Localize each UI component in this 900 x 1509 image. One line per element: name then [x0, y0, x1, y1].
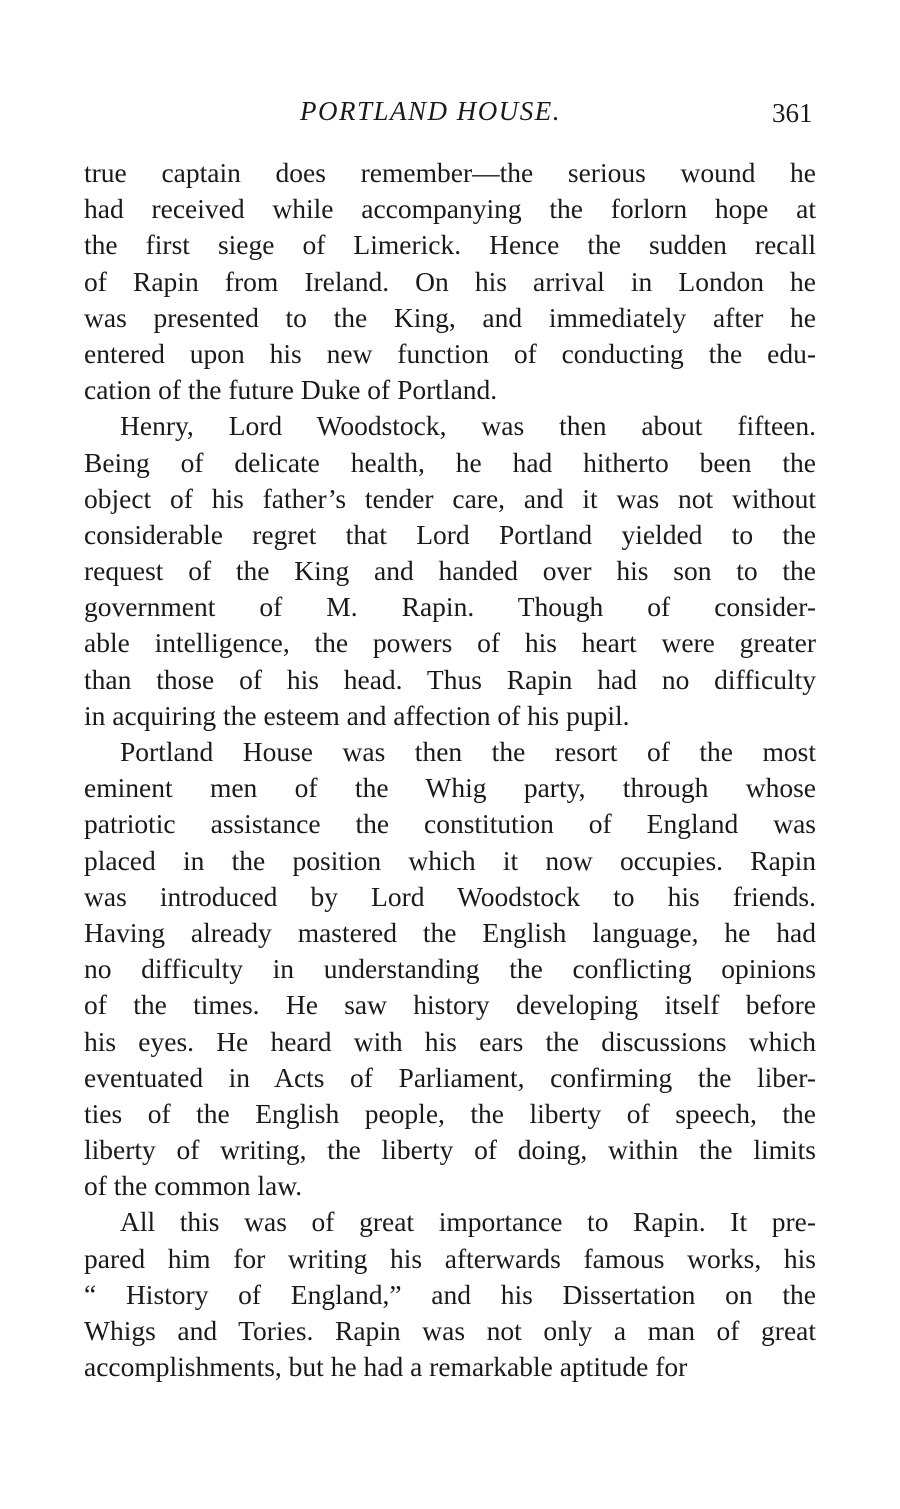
text-line: pared him for writing his afterwards famous works, his: [84, 1242, 816, 1274]
text-line: request of the King and handed over his son to the: [84, 555, 816, 587]
text-line: patriotic assistance the constitution of England was: [84, 808, 816, 840]
text-line: in acquiring the esteem and affection of his pupil.: [84, 699, 630, 731]
text-line: Henry, Lord Woodstock, was then about fifteen.: [120, 410, 816, 442]
text-line: Whigs and Tories. Rapin was not only a man of great: [84, 1315, 816, 1346]
text-line: “ History of England,” and his Dissertation on the: [84, 1278, 816, 1310]
paragraph: [84, 734, 816, 1204]
text-line: placed in the position which it now occupies. Rapin: [84, 844, 816, 876]
text-line: than those of his head. Thus Rapin had no difficulty: [84, 663, 816, 695]
text-line: Being of delicate health, he had hitherto been the: [84, 446, 816, 478]
text-line: cation of the future Duke of Portland.: [84, 374, 498, 406]
text-line: ties of the English people, the liberty of speech, the: [84, 1097, 816, 1129]
running-title: PORTLAND HOUSE.: [300, 96, 562, 126]
text-line: All this was of great importance to Rapin. It pre-: [120, 1206, 816, 1238]
text-line: had received while accompanying the forlorn hope at: [84, 193, 816, 225]
text-line: was introduced by Lord Woodstock to his friends.: [84, 880, 816, 912]
text-line: no difficulty in understanding the conflicting opinions: [84, 953, 816, 985]
page-number: 361: [772, 98, 813, 128]
text-line: Portland House was then the resort of the most: [120, 736, 816, 767]
text-line: true captain does remember—the serious wound he: [84, 157, 816, 188]
text-line: entered upon his new function of conducting the edu-: [84, 337, 816, 369]
text-line: Having already mastered the English language, he had: [84, 916, 816, 948]
text-line: considerable regret that Lord Portland yielded to the: [84, 518, 816, 550]
paragraph: [84, 155, 816, 408]
text-line: his eyes. He heard with his ears the discussions which: [84, 1025, 816, 1057]
text-line: of Rapin from Ireland. On his arrival in London he: [84, 265, 816, 297]
text-line: able intelligence, the powers of his heart were greater: [84, 627, 816, 659]
text-line: the first siege of Limerick. Hence the sudden recall: [84, 229, 816, 261]
text-line: object of his father’s tender care, and it was not without: [84, 482, 816, 514]
text-line: eventuated in Acts of Parliament, confirming the liber-: [84, 1061, 816, 1093]
text-line: accomplishments, but he had a remarkable aptitude for: [84, 1351, 688, 1383]
text-line: liberty of writing, the liberty of doing, within the limits: [84, 1134, 816, 1166]
body-text: [84, 155, 816, 1385]
text-line: of the times. He saw history developing itself before: [84, 989, 816, 1021]
text-line: government of M. Rapin. Though of consider-: [84, 591, 816, 623]
running-head: [0, 96, 900, 136]
paragraph: [84, 1204, 816, 1385]
text-line: eminent men of the Whig party, through whose: [84, 772, 816, 804]
text-line: of the common law.: [84, 1170, 303, 1202]
text-line: was presented to the King, and immediately after he: [84, 301, 816, 333]
paragraph: [84, 408, 816, 734]
